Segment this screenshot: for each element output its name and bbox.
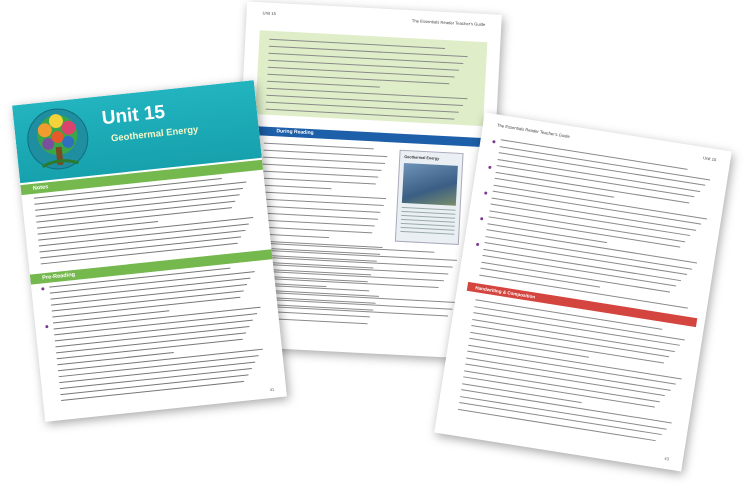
text-line (496, 171, 690, 203)
page-header-left: Unit 15 (262, 10, 277, 17)
text-line (262, 171, 378, 178)
text-line (260, 220, 375, 227)
bullet-icon (480, 217, 483, 220)
bullet-icon (492, 140, 495, 143)
text-line (497, 165, 695, 197)
bullet-icon (45, 325, 48, 328)
text-line (260, 213, 378, 220)
text-line (459, 402, 661, 435)
text-line (263, 157, 384, 165)
bullet-icon (41, 287, 44, 290)
text-line (259, 227, 372, 234)
bullet-icon (488, 166, 491, 169)
text-line (465, 363, 665, 396)
text-line (260, 206, 380, 214)
right-page-text-lines (485, 112, 732, 151)
during-reading-heading: During Reading (254, 126, 482, 147)
reader-card-thumbnail (395, 150, 464, 245)
text-line (471, 325, 669, 357)
reader-card-image (402, 163, 458, 206)
page-header-right: The Essentials Reader Teacher's Guide (411, 18, 486, 28)
reader-card-title: Geothermal Energy (404, 155, 440, 161)
text-line (490, 210, 686, 242)
text-line (488, 216, 679, 247)
text-line (464, 370, 660, 402)
text-line (491, 203, 691, 236)
text-line (261, 192, 386, 200)
text-line (38, 217, 253, 241)
text-line (262, 185, 332, 190)
pre-reading-heading: Pre-Reading (30, 249, 273, 284)
text-line (262, 178, 376, 185)
page-header-right: Unit 15 (702, 155, 717, 163)
handwriting-composition-heading: Handwriting & Composition (467, 282, 698, 327)
bullet-icon (476, 243, 479, 246)
bullet-icon (484, 191, 487, 194)
unit-cover-page (12, 80, 287, 422)
teacher-guide-page-right (434, 112, 732, 471)
tree-logo-icon (23, 104, 94, 176)
text-line (463, 376, 654, 407)
text-line (470, 331, 664, 363)
page-number: 43 (664, 455, 670, 462)
page-header-left: The Essentials Reader Teacher's Guide (496, 122, 571, 139)
page-number: 41 (269, 386, 275, 393)
text-line (458, 408, 656, 440)
text-line (501, 139, 688, 170)
text-line (263, 150, 387, 158)
back-page-text-lines (247, 2, 502, 15)
notes-heading: Notes (20, 160, 263, 195)
text-line (482, 255, 676, 287)
text-line (263, 164, 382, 172)
unit-subtitle: Geothermal Energy (110, 124, 199, 145)
text-line (483, 248, 681, 280)
unit-title: Unit 15 (100, 101, 167, 130)
text-line (261, 199, 384, 207)
text-line (264, 143, 374, 150)
